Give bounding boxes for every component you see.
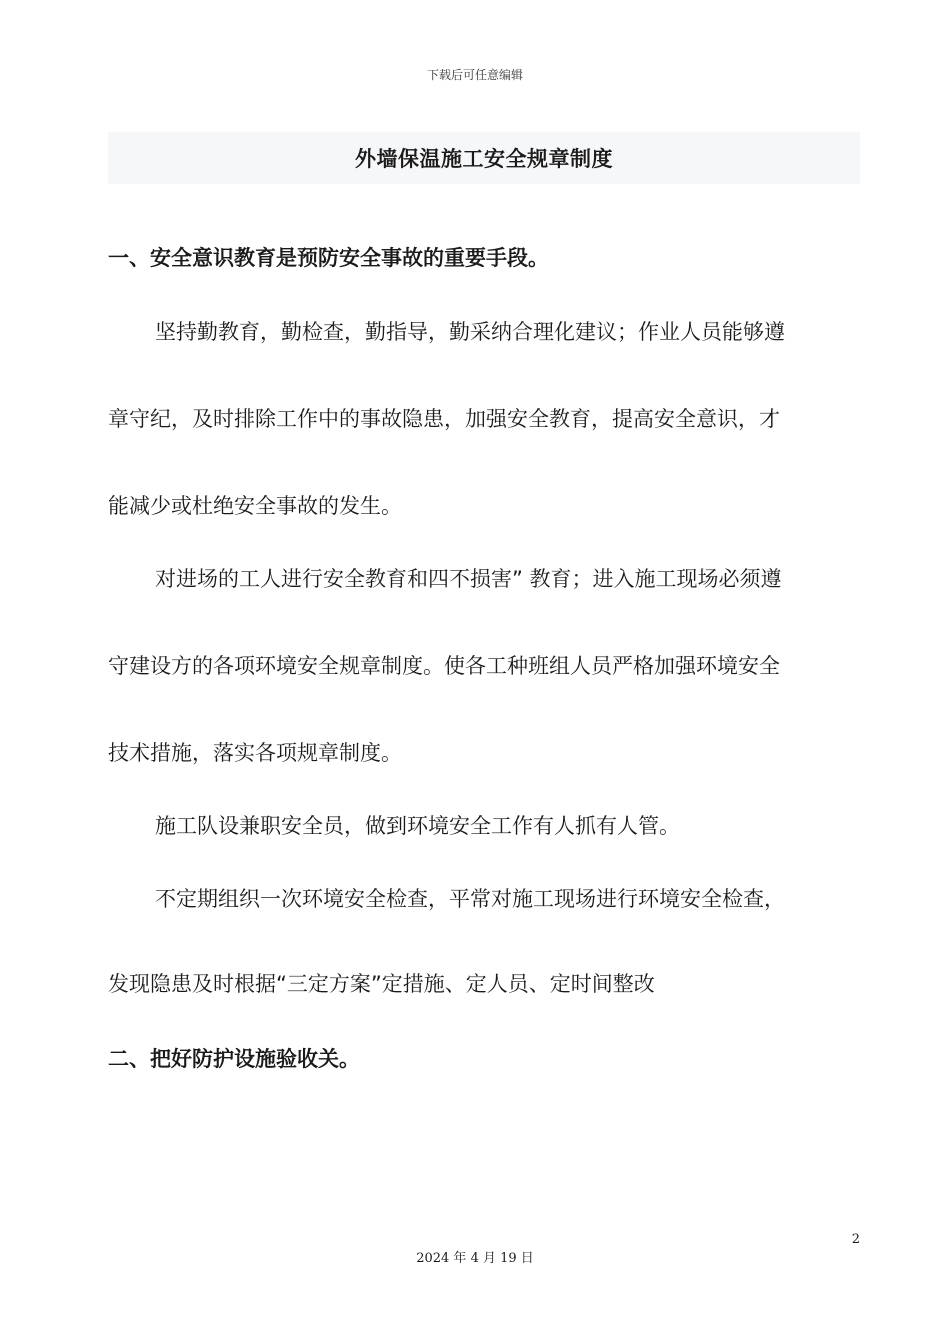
paragraph-1-line-1: 坚持勤教育，勤检查，勤指导，勤采纳合理化建议；作业人员能够遵 [155, 320, 785, 344]
paragraph-2-line-3: 技术措施，落实各项规章制度。 [108, 741, 402, 765]
paragraph-1-line-2: 章守纪，及时排除工作中的事故隐患，加强安全教育，提高安全意识，才 [108, 407, 780, 431]
section-2-heading: 二、把好防护设施验收关。 [108, 1047, 360, 1071]
paragraph-2-line-2: 守建设方的各项环境安全规章制度。使各工种班组人员严格加强环境安全 [108, 654, 780, 678]
paragraph-1-line-3: 能减少或杜绝安全事故的发生。 [108, 494, 402, 518]
paragraph-4-line-2: 发现隐患及时根据“三定方案”定措施、定人员、定时间整改 [108, 972, 655, 996]
paragraph-4-line-1: 不定期组织一次环境安全检查，平常对施工现场进行环境安全检查， [155, 887, 785, 911]
footer-date: 2024 年 4 月 19 日 [416, 1251, 534, 1266]
section-1-heading: 一、安全意识教育是预防安全事故的重要手段。 [108, 246, 549, 270]
paragraph-2-line-1: 对进场的工人进行安全教育和四不损害” 教育；进入施工现场必须遵 [155, 567, 782, 591]
paragraph-3-line-1: 施工队设兼职安全员，做到环境安全工作有人抓有人管。 [155, 814, 680, 838]
document-title: 外墙保温施工安全规章制度 [355, 147, 613, 171]
header-note: 下载后可任意编辑 [426, 68, 523, 82]
page-number: 2 [851, 1232, 860, 1247]
title-band [108, 132, 860, 184]
